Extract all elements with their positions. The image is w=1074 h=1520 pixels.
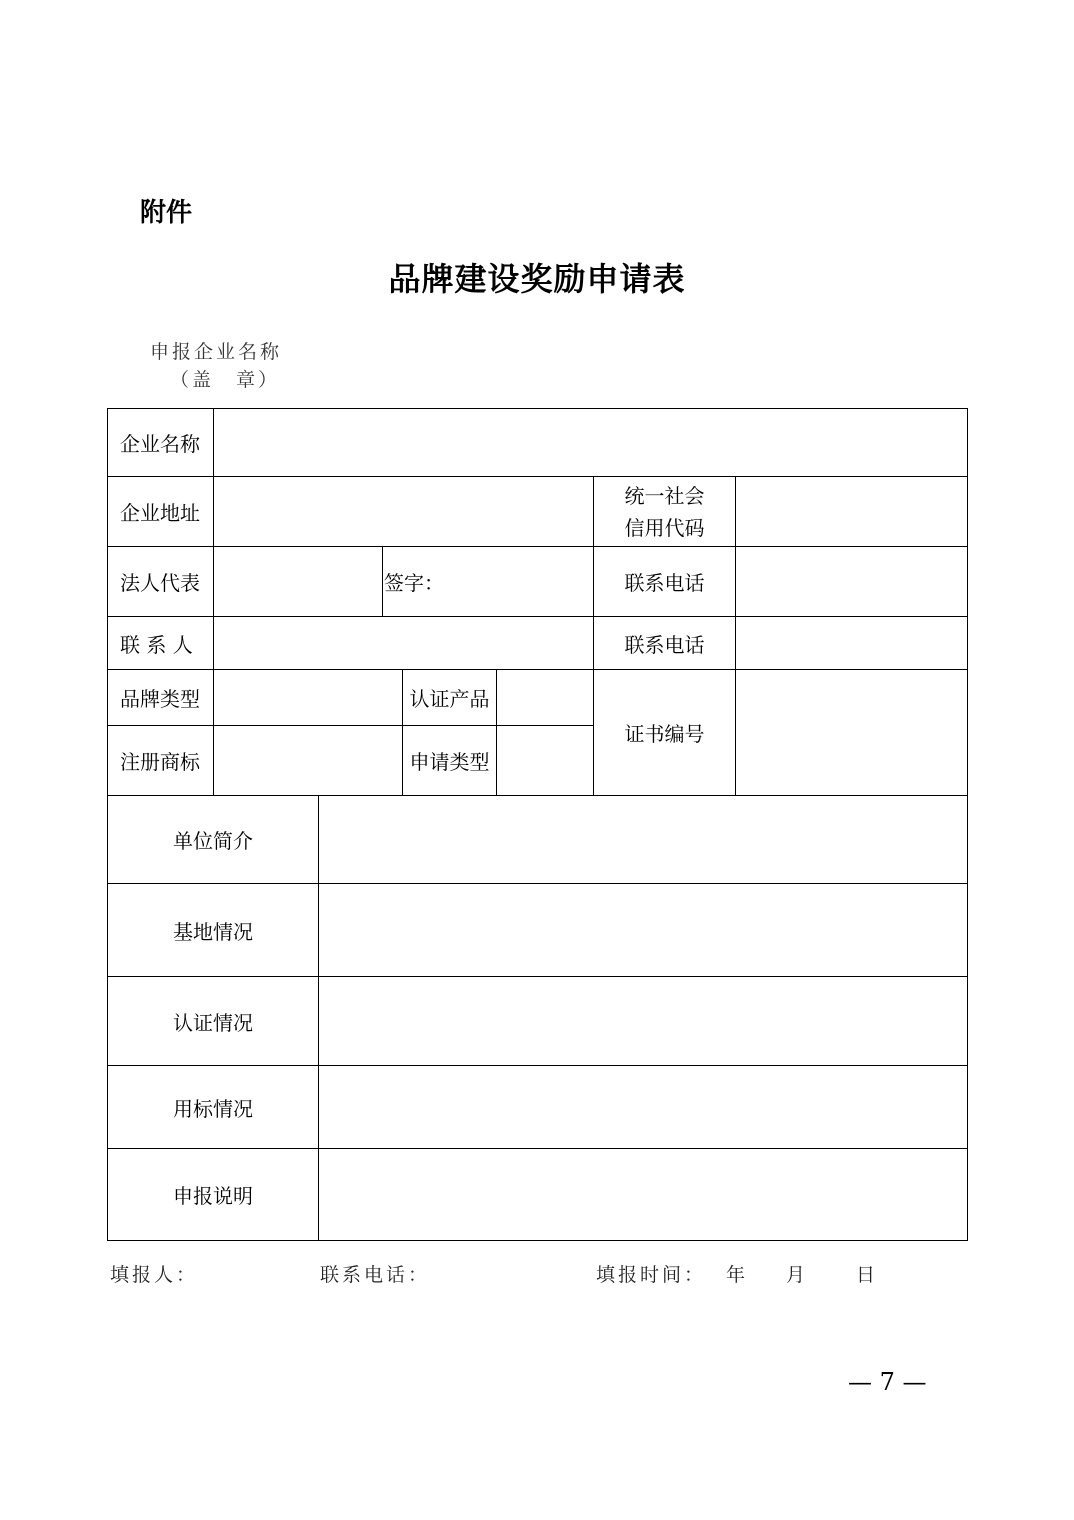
credit-code-label-line2: 信用代码 — [624, 515, 705, 540]
application-type-label: 申请类型 — [409, 750, 490, 774]
credit-code-label — [594, 477, 735, 546]
signature-label: 签字： — [384, 571, 444, 595]
certified-product-label: 认证产品 — [409, 687, 490, 711]
month-label: 月 — [786, 1264, 809, 1286]
certified-product-field[interactable] — [497, 670, 593, 725]
label-use-label: 用标情况 — [173, 1096, 253, 1121]
page-number: — 7 — — [848, 1368, 927, 1396]
phone-field-2[interactable] — [736, 617, 967, 669]
credit-code-label-line1: 统一社会 — [624, 483, 705, 508]
applicant-label: 申报企业名称 — [150, 341, 283, 363]
day-label: 日 — [856, 1264, 879, 1286]
credit-code-field[interactable] — [736, 477, 967, 546]
unit-intro-field[interactable] — [319, 796, 967, 883]
declaration-note-label: 申报说明 — [173, 1184, 253, 1208]
registered-trademark-label: 注册商标 — [120, 750, 200, 774]
registered-trademark-field[interactable] — [214, 726, 402, 795]
company-address-field[interactable] — [214, 477, 593, 546]
seal-label: （盖 章） — [170, 369, 281, 391]
legal-rep-field[interactable] — [214, 547, 382, 616]
table-line — [382, 546, 383, 616]
table-line — [967, 408, 968, 1241]
company-name-field[interactable] — [214, 409, 967, 476]
certificate-no-label: 证书编号 — [624, 722, 705, 746]
certificate-no-field[interactable] — [736, 670, 967, 795]
company-address-label: 企业地址 — [120, 501, 200, 525]
brand-type-label: 品牌类型 — [120, 687, 200, 711]
year-label: 年 — [726, 1264, 749, 1286]
phone-label-1: 联系电话 — [624, 571, 705, 595]
base-status-label: 基地情况 — [173, 919, 253, 944]
phone-label-2: 联系电话 — [624, 632, 705, 657]
legal-rep-label: 法人代表 — [120, 571, 200, 595]
label-use-field[interactable] — [319, 1066, 967, 1148]
fill-time-label: 填报时间： — [596, 1264, 707, 1286]
footer-phone-label: 联系电话： — [320, 1264, 431, 1286]
unit-intro-label: 单位简介 — [173, 829, 253, 853]
attachment-label: 附件 — [140, 198, 193, 228]
applicant-block — [150, 338, 282, 394]
application-type-field[interactable] — [497, 726, 593, 795]
cert-status-label: 认证情况 — [173, 1010, 253, 1035]
page-title: 品牌建设奖励申请表 — [388, 260, 686, 298]
declaration-note-field[interactable] — [319, 1149, 967, 1240]
phone-field-1[interactable] — [736, 547, 967, 616]
contact-person-label: 联 系 人 — [120, 632, 193, 657]
filler-label: 填报人： — [110, 1264, 199, 1286]
cert-status-field[interactable] — [319, 977, 967, 1065]
contact-person-field[interactable] — [214, 617, 593, 669]
table-line — [107, 1240, 968, 1241]
brand-type-field[interactable] — [214, 670, 402, 725]
base-status-field[interactable] — [319, 884, 967, 976]
company-name-label: 企业名称 — [120, 432, 200, 456]
